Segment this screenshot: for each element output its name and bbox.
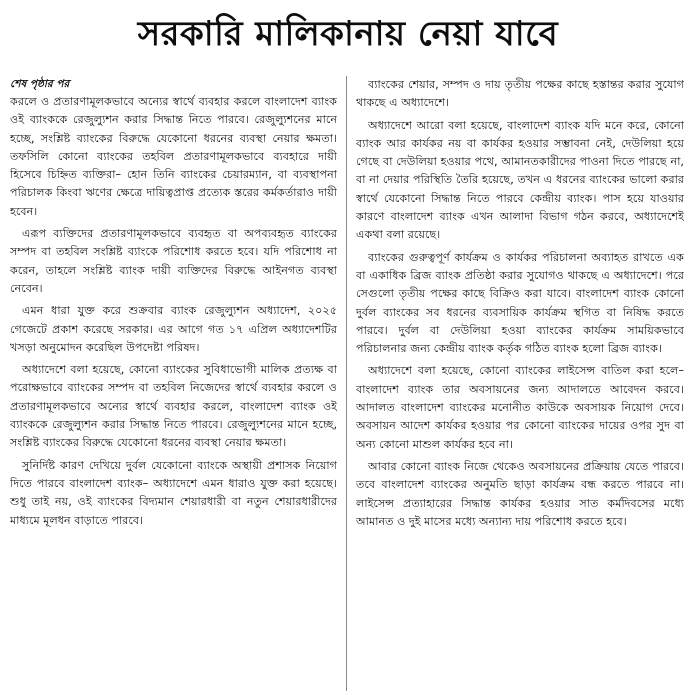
article-paragraph: এমন ধারা যুক্ত করে শুক্রবার ব্যাংক রেজুল্যুশন অধ্যাদেশ, ২০২৫ গেজেটে প্রকাশ করেছে সরকার। এর আগে গত ১৭ এপ্রিল অধ্যাদেশটির খসড়া অনুমোদন করেছিল উপদেষ্টা পরিষদ।: [10, 304, 337, 354]
continued-from-label: শেষ পৃষ্ঠার পর: [10, 78, 70, 90]
article-paragraph: ব্যাংকের গুরুত্বপূর্ণ কার্যক্রম ও কার্যকর পরিচালনা অব্যাহত রাখতে এক বা একাধিক ব্রিজ ব্যাংক প্রতিষ্ঠা করার সুযোগও থাকছে এ অধ্যাদেশে। পরে সেগুলো তৃতীয় পক্ষের কাছে বিক্রিও করা যাবে। বাংলাদেশ ব্যাংক কোনো দুর্বল ব্যাংকের সব ধরনের ব্যবসায়িক কার্যক্রম স্থগিত বা নিষিদ্ধ করতে পারবে। দুর্বল বা দেউলিয়া হওয়া ব্যাংকের কার্যক্রম সাময়িকভাবে পরিচালনার জন্য কেন্দ্রীয় ব্যাংক কর্তৃক গঠিত ব্যাংক হলো ব্রিজ ব্যাংক।: [356, 250, 684, 356]
article-paragraph: সুনির্দিষ্ট কারণ দেখিয়ে দুর্বল যেকোনো ব্যাংকে অস্থায়ী প্রশাসক নিয়োগ দিতে পারবে বাংলাদেশ ব্যাংক– অধ্যাদেশে এমন ধারাও যুক্ত করা হয়েছে। শুধু তাই নয়, ওই ব্যাংকের বিদ্যমান শেয়ারধারী বা নতুন শেয়ারধারীদের মাধ্যমে মূলধন বাড়াতে পারবে।: [10, 458, 337, 527]
article-column-left: [10, 76, 337, 691]
article-paragraph: করলে ও প্রতারণামূলকভাবে অন্যের স্বার্থে ব্যবহার করলে বাংলাদেশ ব্যাংক ওই ব্যাংককে রেজুল্যুশন করার সিদ্ধান্ত নিতে পারবে। রেজুল্যুশনের মানে হচ্ছে, সংশ্লিষ্ট ব্যাংকের বিরুদ্ধে যেকোনো ধরনের ব্যবস্থা নেয়ার ক্ষমতা। তফসিলি কোনো ব্যাংকের তহবিল প্রতারণামূলকভাবে ব্যবহারে দায়ী হিসেবে চিহ্নিত ব্যক্তিরা– হোন তিনি ব্যাংকের চেয়ারম্যান, বা ব্যবস্থাপনা পরিচালক কিংবা ঋণের ক্ষেত্রে দায়িত্বপ্রাপ্ত প্রত্যেক স্তরের কর্মকর্তারাও দায়ী হবেন।: [10, 95, 337, 218]
article-paragraph: অধ্যাদেশে আরো বলা হয়েছে, বাংলাদেশ ব্যাংক যদি মনে করে, কোনো ব্যাংক আর কার্যকর নয় বা কার্যকর হওয়ার সম্ভাবনা নেই, দেউলিয়া হয়ে গেছে বা দেউলিয়া হওয়ার পথে, আমানতকারীদের পাওনা দিতে পারছে না, বা না দেয়ার পরিস্থিতি তৈরি হয়েছে, তখন এ ধরনের ব্যাংকের ভালো করার স্বার্থে যেকোনো সিদ্ধান্ত নিতে পারবে কেন্দ্রীয় ব্যাংক। পাস হয়ে যাওয়ার কারণে বাংলাদেশ ব্যাংক এখন আলাদা বিভাগ গঠন করবে, অধ্যাদেশেই একথা বলা রয়েছে।: [356, 118, 684, 242]
article-paragraph: আবার কোনো ব্যাংক নিজে থেকেও অবসায়নের প্রক্রিয়ায় যেতে পারবে। তবে বাংলাদেশ ব্যাংকের অনুমতি ছাড়া কার্যক্রম বন্ধ করতে পারবে না। লাইসেন্স প্রত্যাহারের সিদ্ধান্ত কার্যকর হওয়ার সাত কর্মদিবসের মধ্যে আমানত ও দুই মাসের মধ্যে অন্যান্য দায় পরিশোধ করতে হবে।: [356, 459, 684, 528]
article-paragraph: অধ্যাদেশে বলা হয়েছে, কোনো ব্যাংকের লাইসেন্স বাতিল করা হলে– বাংলাদেশ ব্যাংক তার অবসায়নের জন্য আদালতে আবেদন করবে। আদালত বাংলাদেশ ব্যাংকের মনোনীত কাউকে অবসায়ক নিয়োগ দেবে। অবসায়ন আদেশ কার্যকর হওয়ার পর কোনো ব্যাংকের দায়ের ওপর সুদ বা অন্য কোনো মাশুল কার্যকর হবে না।: [356, 364, 684, 451]
article-paragraph: ব্যাংকের শেয়ার, সম্পদ ও দায় তৃতীয় পক্ষের কাছে হস্তান্তর করার সুযোগ থাকছে এ অধ্যাদেশে।: [356, 78, 684, 110]
article-paragraph: অধ্যাদেশে বলা হয়েছে, কোনো ব্যাংকের সুবিধাভোগী মালিক প্রত্যক্ষ বা পরোক্ষভাবে ব্যাংকের সম্পদ বা তহবিল নিজেদের স্বার্থে ব্যবহার করলে ও প্রতারণামূলকভাবে অন্যের স্বার্থে ব্যবহার করলে, বাংলাদেশ ব্যাংক ওই ব্যাংককে রেজুল্যুশন করার সিদ্ধান্ত নিতে পারবে। রেজুল্যুশনের মানে হচ্ছে, সংশ্লিষ্ট ব্যাংকের বিরুদ্ধে যেকোনো ধরনের ব্যবস্থা নেয়ার ক্ষমতা।: [10, 363, 337, 450]
article-column-right: [356, 76, 684, 691]
headline: সরকারি মালিকানায় নেয়া যাবে: [137, 14, 559, 54]
article-paragraph: এরূপ ব্যক্তিদের প্রতারণামূলকভাবে ব্যবহৃত বা অপব্যবহৃত ব্যাংকের সম্পদ বা তহবিল সংশ্লিষ্ট ব্যাংকে পরিশোধ করতে হবে। যদি পরিশোধ না করেন, তাহলে সংশ্লিষ্ট ব্যাংক দায়ী ব্যক্তিদের বিরুদ্ধে আইনগত ব্যবস্থা নেবেন।: [10, 227, 337, 295]
column-divider: [346, 76, 347, 691]
